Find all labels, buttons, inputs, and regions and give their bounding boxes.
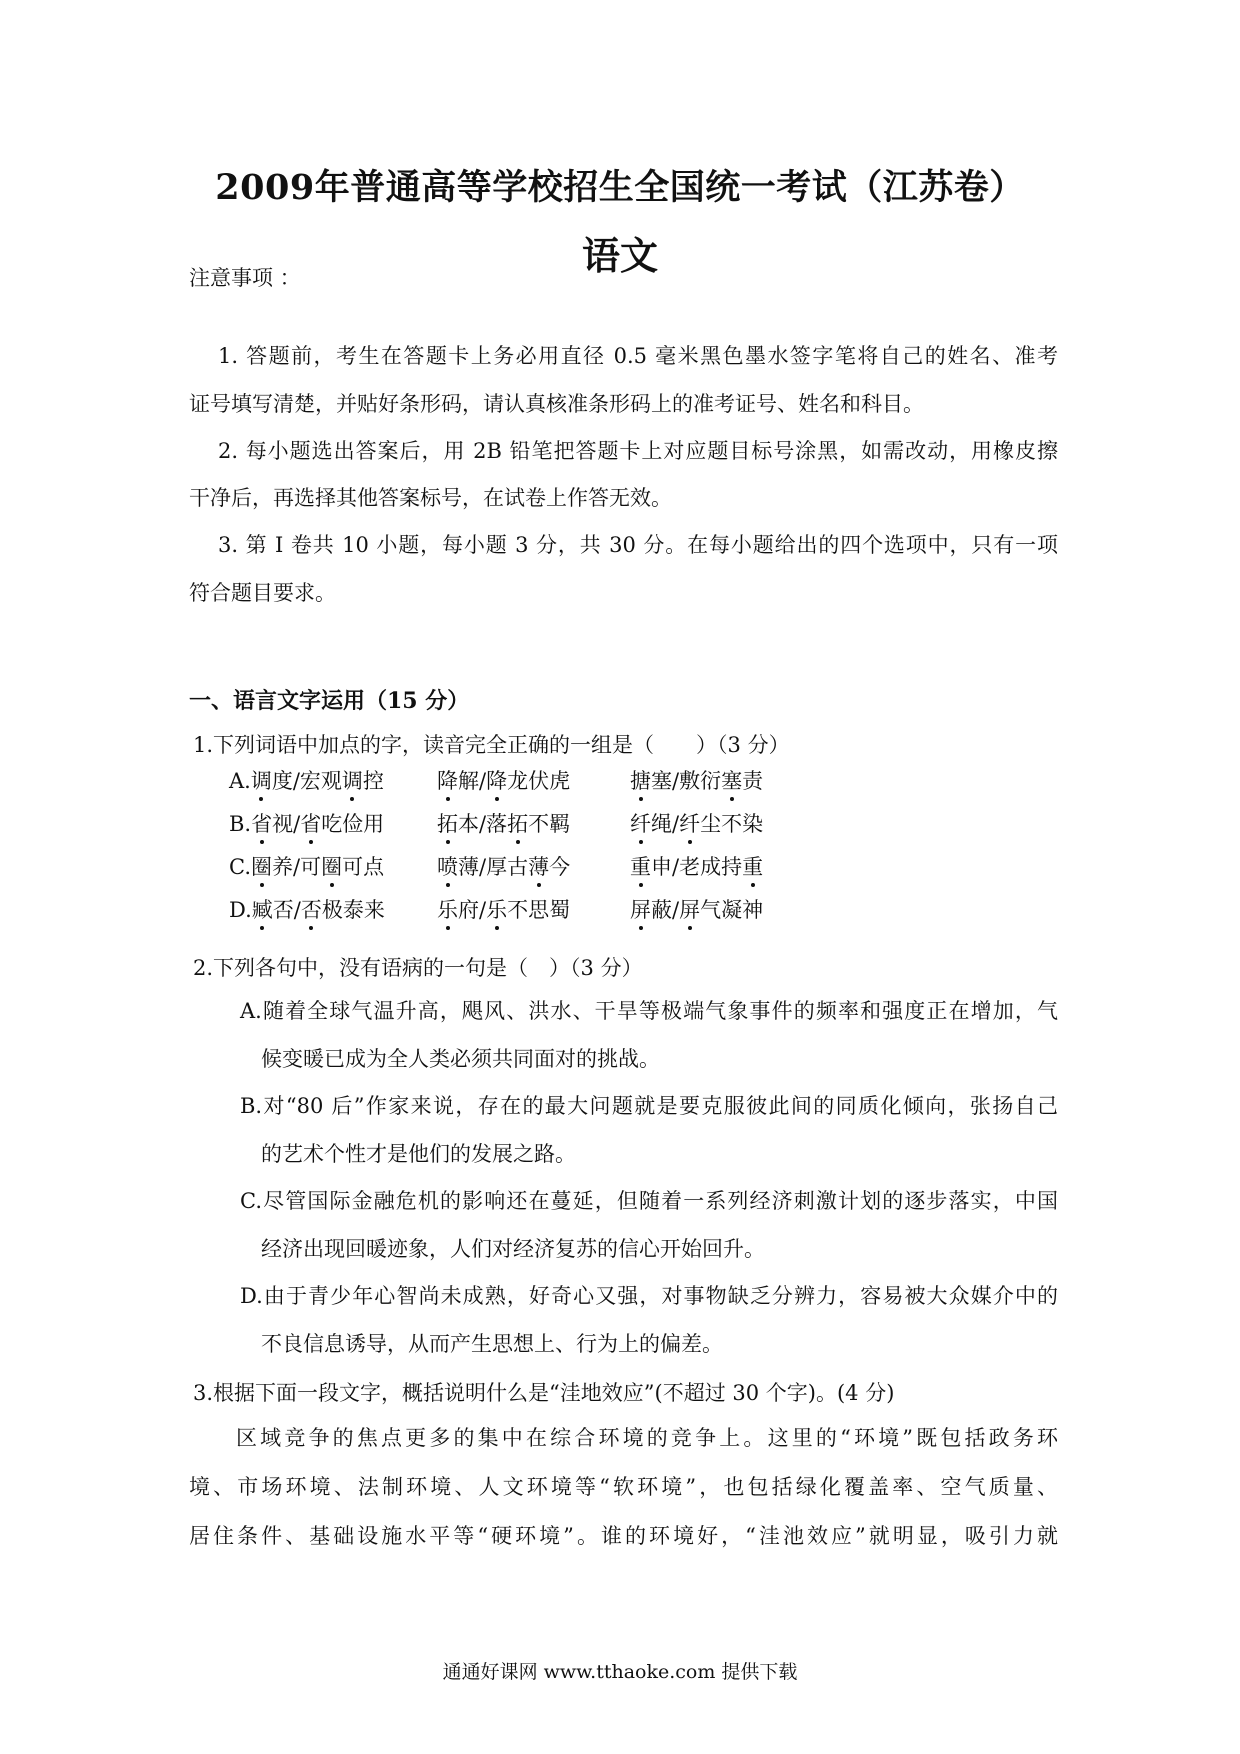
q1-option-b-col1 <box>229 808 384 838</box>
q3-passage-line2: 境、市场环境、法制环境、人文环境等“软环境”，也包括绿化覆盖率、空气质量、 <box>189 1475 1058 1499</box>
text-segment: 今 <box>549 855 571 879</box>
dotted-char: 乐 <box>486 898 508 922</box>
text-segment: 可点 <box>342 855 385 879</box>
q3-passage-line1: 区域竞争的焦点更多的集中在综合环境的竞争上。这里的“环境”既包括政务环 <box>236 1426 1058 1450</box>
q1-option-c-col3 <box>630 851 763 881</box>
text-segment: 否/ <box>272 898 301 922</box>
dotted-char: 调 <box>250 769 272 793</box>
dotted-char: 重 <box>630 855 651 879</box>
dotted-char: 塞 <box>721 769 743 793</box>
dotted-char: 拓 <box>507 812 529 836</box>
text-segment: 不羁 <box>528 812 571 836</box>
q1-option-c-col1 <box>229 851 384 881</box>
q2-option-b-line2: 的艺术个性才是他们的发展之路。 <box>261 1142 576 1166</box>
q2-option-c-line2: 经济出现回暖迹象，人们对经济复苏的信心开始回升。 <box>261 1237 765 1261</box>
page-footer: 通通好课网 www.tthaoke.com 提供下载 <box>442 1661 798 1683</box>
text-segment: 养/可 <box>272 855 322 879</box>
notice-item-3-line1: 3. 第 I 卷共 10 小题，每小题 3 分，共 30 分。在每小题给出的四个选项中，只有一项 <box>218 533 1058 557</box>
notice-item-3-line2: 符合题目要求。 <box>189 581 336 605</box>
dotted-char: 臧 <box>251 898 273 922</box>
subject-title: 语文 <box>581 233 658 278</box>
q2-option-a-line2: 候变暖已成为全人类必须共同面对的挑战。 <box>261 1047 660 1071</box>
notice-heading: 注意事项 ： <box>189 266 301 290</box>
text-segment: 气凝神 <box>700 898 764 922</box>
option-label: A. <box>229 769 251 793</box>
text-segment: 度/宏观 <box>271 769 342 793</box>
q2-option-b-line1: B.对“80 后”作家来说，存在的最大问题就是要克服彼此间的同质化倾向，张扬自己 <box>240 1094 1058 1118</box>
text-segment: 绳/ <box>651 812 680 836</box>
question-2-stem: 2.下列各句中，没有语病的一句是（ ）（3 分） <box>193 956 643 980</box>
text-segment: 视/ <box>272 812 301 836</box>
dotted-char: 重 <box>742 855 764 879</box>
dotted-char: 薄 <box>528 855 550 879</box>
text-segment: 蔽/ <box>651 898 680 922</box>
text-segment: 塞/敷衍 <box>651 769 722 793</box>
text-segment: 龙伏虎 <box>507 769 571 793</box>
q2-option-c-line1: C.尽管国际金融危机的影响还在蔓延，但随着一系列经济刺激计划的逐步落实，中国 <box>240 1189 1058 1213</box>
text-segment: 责 <box>742 769 764 793</box>
q1-option-a-col1 <box>229 765 384 795</box>
text-segment: 尘不染 <box>700 812 764 836</box>
q1-option-d-col3 <box>630 894 763 924</box>
dotted-char: 降 <box>486 769 508 793</box>
dotted-char: 纤 <box>679 812 701 836</box>
q1-option-c-col2 <box>437 851 570 881</box>
dotted-char: 搪 <box>630 769 651 793</box>
text-segment: 不思蜀 <box>507 898 571 922</box>
dotted-char: 屏 <box>630 898 651 922</box>
text-segment: 申/老成持 <box>651 855 743 879</box>
q1-option-d-col2 <box>437 894 570 924</box>
text-segment: 薄/厚古 <box>458 855 529 879</box>
option-label: B. <box>229 812 252 836</box>
dotted-char: 乐 <box>437 898 458 922</box>
text-segment: 极泰来 <box>321 898 385 922</box>
dotted-char: 省 <box>300 812 322 836</box>
text-segment: 控 <box>362 769 384 793</box>
dotted-char: 纤 <box>630 812 651 836</box>
dotted-char: 省 <box>251 812 273 836</box>
dotted-char: 喷 <box>437 855 458 879</box>
notice-item-1-line1: 1. 答题前，考生在答题卡上务必用直径 0.5 毫米黑色墨水签字笔将自己的姓名、准考 <box>218 344 1058 368</box>
q1-option-b-col3 <box>630 808 763 838</box>
q1-option-d-col1 <box>229 894 385 924</box>
notice-item-2-line2: 干净后，再选择其他答案标号，在试卷上作答无效。 <box>189 486 672 510</box>
exam-title: 2009年普通高等学校招生全国统一考试（江苏卷） <box>215 167 1025 208</box>
text-segment: 本/落 <box>458 812 508 836</box>
text-segment: 解/ <box>458 769 487 793</box>
q3-passage-line3: 居住条件、基础设施水平等“硬环境”。谁的环境好，“洼池效应”就明显，吸引力就 <box>189 1524 1058 1548</box>
dotted-char: 调 <box>341 769 363 793</box>
dotted-char: 否 <box>300 898 322 922</box>
section-heading: 一、语言文字运用（15 分） <box>189 688 470 714</box>
q1-option-a-col2 <box>437 765 570 795</box>
dotted-char: 圈 <box>321 855 343 879</box>
dotted-char: 拓 <box>437 812 458 836</box>
q1-option-b-col2 <box>437 808 570 838</box>
notice-item-2-line1: 2. 每小题选出答案后，用 2B 铅笔把答题卡上对应题目标号涂黑，如需改动，用橡皮擦 <box>218 439 1058 463</box>
notice-item-1-line2: 证号填写清楚，并贴好条形码，请认真核准条形码上的准考证号、姓名和科目。 <box>189 392 924 416</box>
q2-option-d-line1: D.由于青少年心智尚未成熟，好奇心又强，对事物缺乏分辨力，容易被大众媒介中的 <box>240 1284 1058 1308</box>
dotted-char: 圈 <box>251 855 272 879</box>
text-segment: 府/ <box>458 898 487 922</box>
question-1-stem: 1.下列词语中加点的字，读音完全正确的一组是（ ）（3 分） <box>193 733 790 757</box>
dotted-char: 屏 <box>679 898 701 922</box>
q1-option-a-col3 <box>630 765 763 795</box>
option-label: C. <box>229 855 251 879</box>
question-3-stem: 3.根据下面一段文字，概括说明什么是“洼地效应”(不超过 30 个字)。(4 分) <box>193 1381 895 1405</box>
dotted-char: 降 <box>437 769 458 793</box>
q2-option-a-line1: A.随着全球气温升高，飓风、洪水、干旱等极端气象事件的频率和强度正在增加，气 <box>240 999 1058 1023</box>
option-label: D. <box>229 898 252 922</box>
q2-option-d-line2: 不良信息诱导，从而产生思想上、行为上的偏差。 <box>261 1332 723 1356</box>
text-segment: 吃俭用 <box>321 812 385 836</box>
